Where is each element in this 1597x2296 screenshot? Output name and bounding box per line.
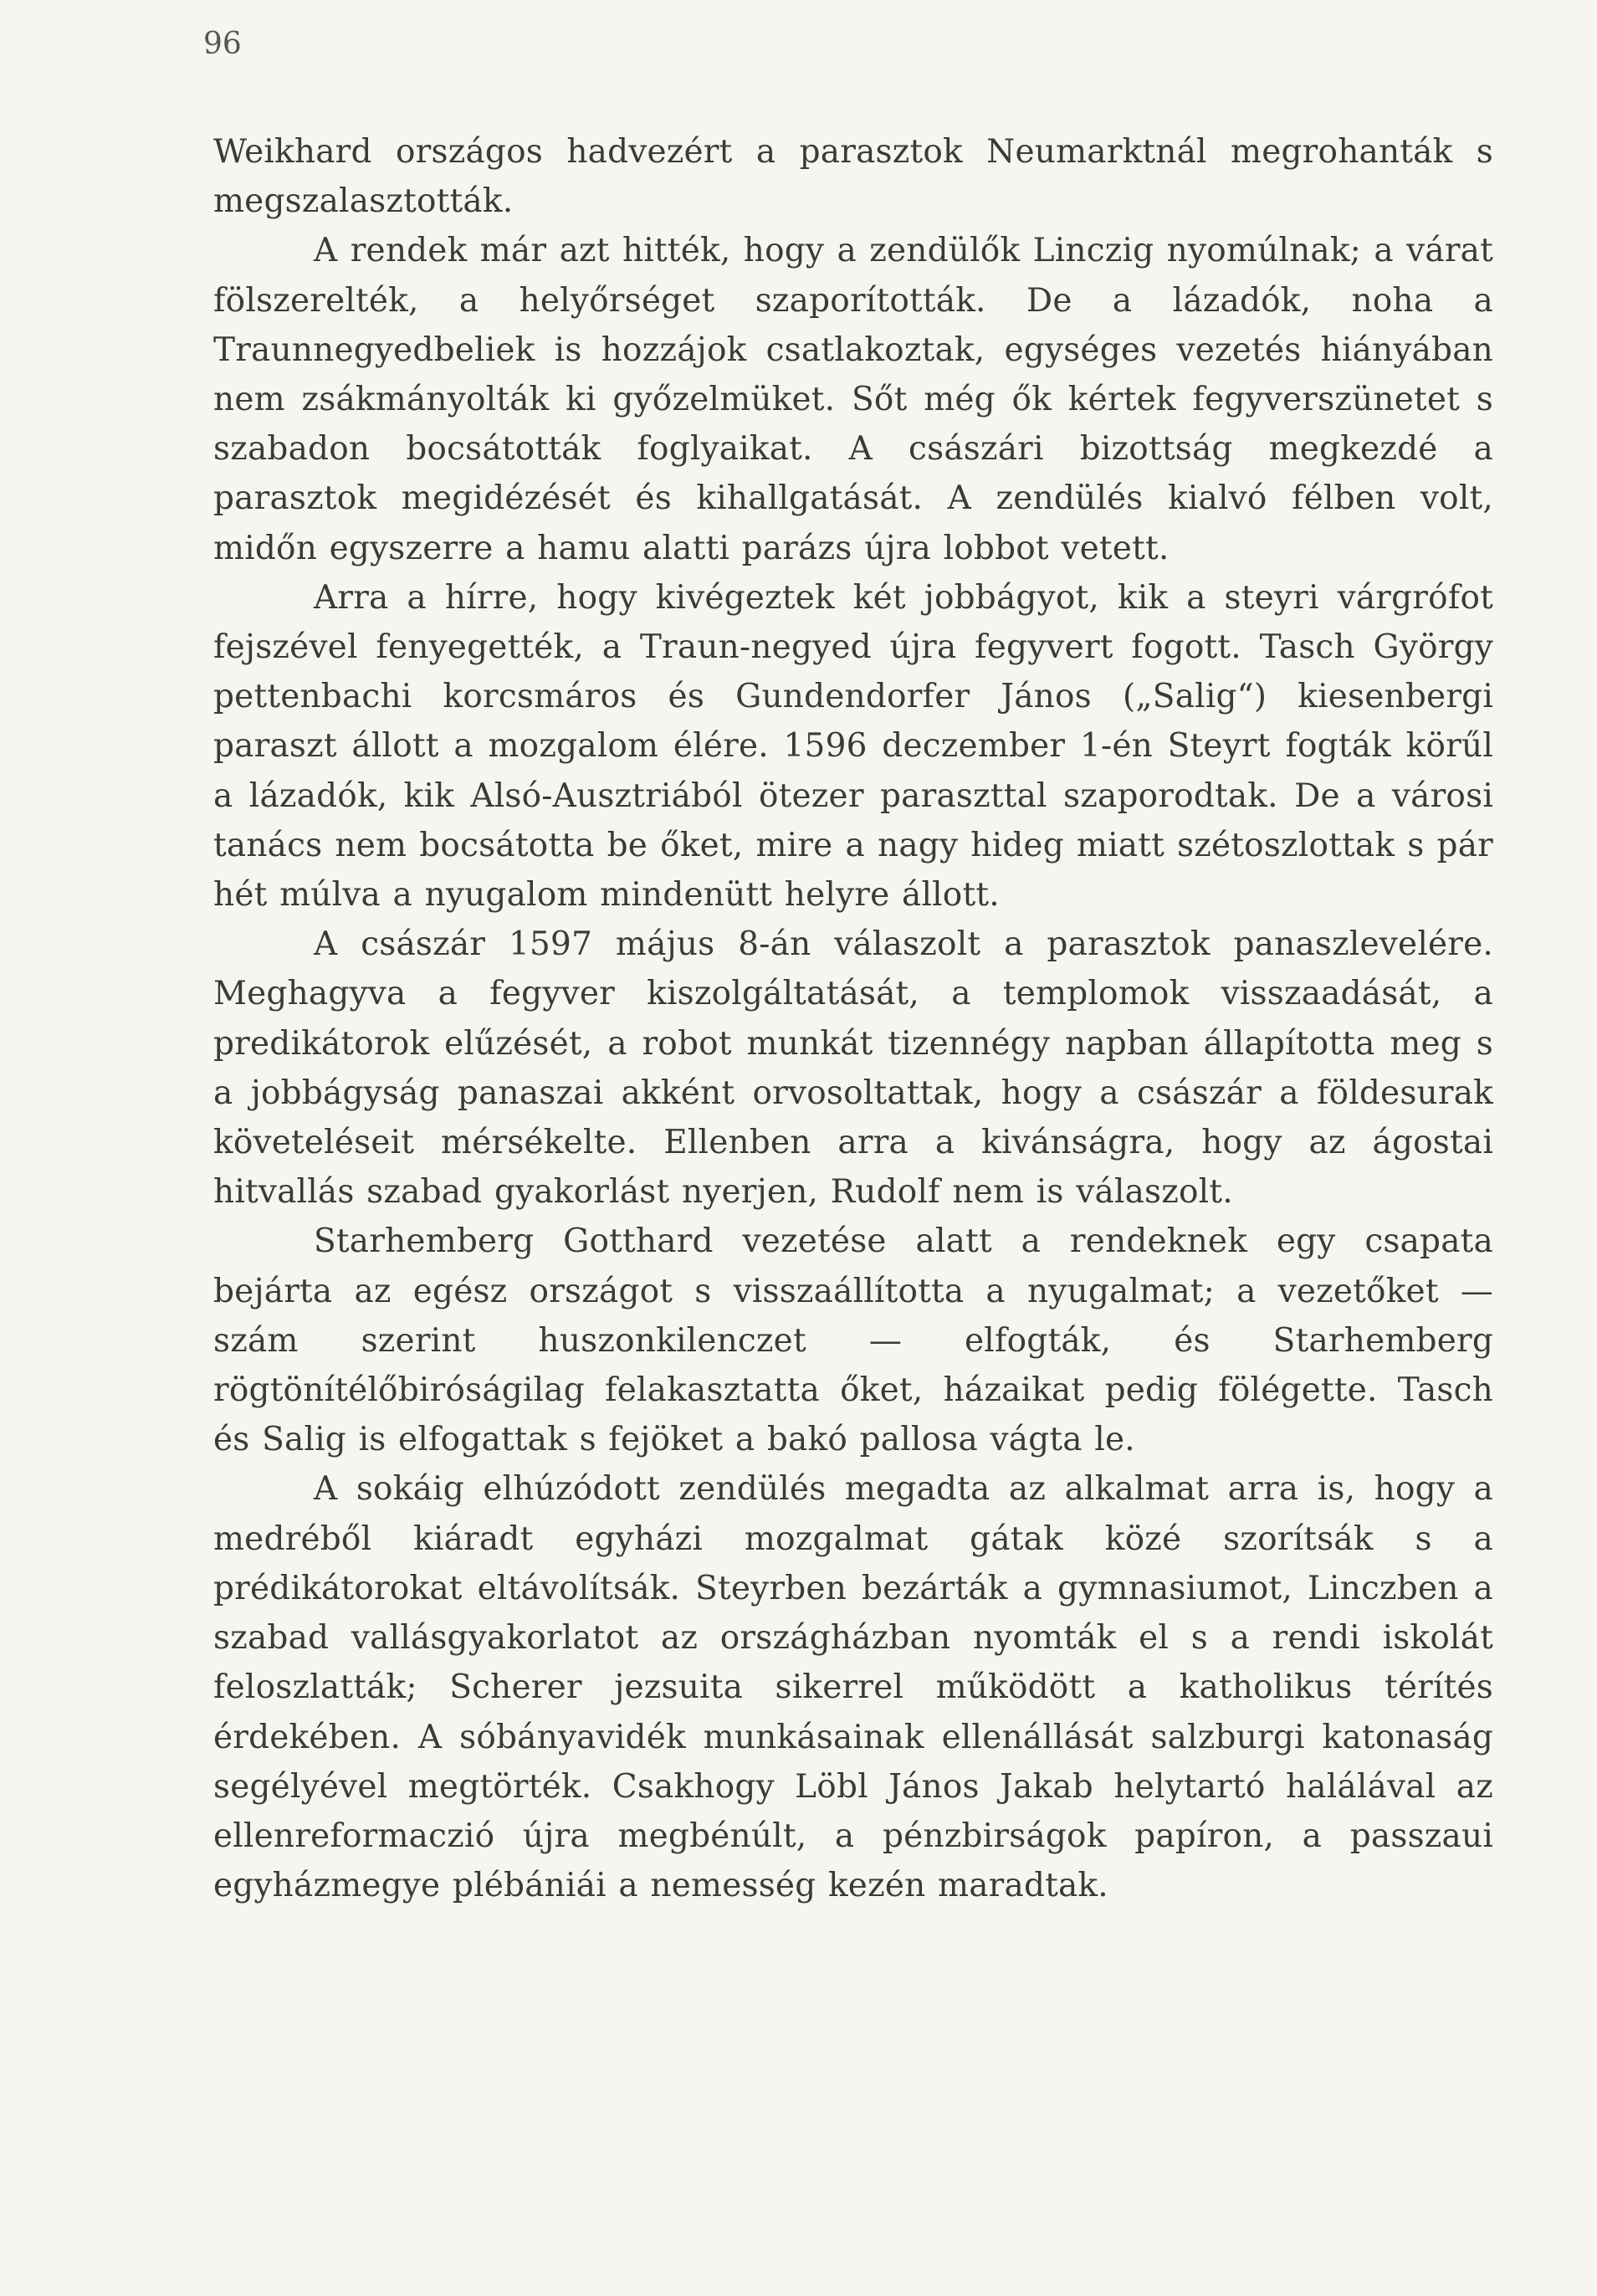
paragraph: Arra a hírre, hogy kivégeztek két jobbágyot, kik a steyri várgrófot fejszével fenyegették, a Traun-negyed újra fegyvert fogott. Tasch György pettenbachi korcsmáros és Gundendorfer János („Salig“) kiesenbergi paraszt állott a mozgalom élére. 1596 deczember 1-én Steyrt fogták körűl a lázadók, kik Alsó-Ausztriából ötezer paraszttal szaporodtak. De a városi tanács nem bocsátotta be őket, mire a nagy hideg miatt szétoszlottak s pár hét múlva a nyugalom mindenütt helyre állott. [213,578,1493,915]
paragraph: A rendek már azt hitték, hogy a zendülők Linczig nyomúlnak; a várat fölszerelték, a helyőrséget szaporították. De a lázadók, noha a Traunnegyedbeliek is hozzájok csatlakoztak, egységes vezetés hiányában nem zsákmányolták ki győzelmüket. Sőt még ők kértek fegyverszünetet s szabadon bocsátották foglyaikat. A császári bizottság megkezdé a parasztok megidézését és kihallgatását. A zendülés kialvó félben volt, midőn egyszerre a hamu alatti parázs újra lobbot vetett. [213,232,1493,567]
body-text [213,127,1493,1910]
paragraph: A császár 1597 május 8-án válaszolt a parasztok panaszlevelére. Meghagyva a fegyver kiszolgáltatását, a templomok visszaadását, a predikátorok elűzését, a robot munkát tizennégy napban állapította meg s a jobbágyság panaszai akként orvosoltattak, hogy a császár a földesurak követeléseit mérsékelte. Ellenben arra a kivánságra, hogy az ágostai hitvallás szabad gyakorlást nyerjen, Rudolf nem is válaszolt. [213,925,1493,1212]
paragraph: Weikhard országos hadvezért a parasztok Neumarktnál megrohanták s megszalasztották. [213,133,1493,221]
paragraph: Starhemberg Gotthard vezetése alatt a rendeknek egy csapata bejárta az egész országot s visszaállította a nyugalmat; a vezetőket — szám szerint huszonkilenczet — elfogták, és Starhemberg rögtönítélőbiróságilag felakasztatta őket, házaikat pedig fölégette. Tasch és Salig is elfogattak s fejöket a bakó pallosa vágta le. [213,1222,1493,1459]
paragraph: A sokáig elhúzódott zendülés megadta az alkalmat arra is, hogy a medréből kiáradt egyházi mozgalmat gátak közé szorítsák s a prédikátorokat eltávolítsák. Steyrben bezárták a gymnasiumot, Linczben a szabad vallásgyakorlatot az országházban nyomták el s a rendi iskolát feloszlatták; Scherer jezsuita sikerrel működött a katholikus térítés érdekében. A sóbányavidék munkásainak ellenállását salzburgi katonaság segélyével megtörték. Csakhogy Löbl János Jakab helytartó halálával az ellenreformaczió újra megbénúlt, a pénzbirságok papíron, a passzaui egyházmegye plébániái a nemesség kezén maradtak. [213,1470,1493,1905]
page-number: 96 [203,27,242,61]
